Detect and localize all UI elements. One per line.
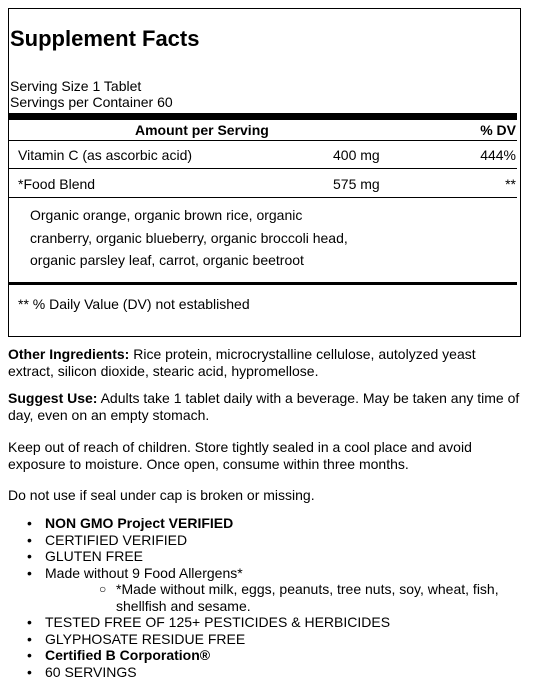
row-divider — [9, 197, 517, 198]
food-blend-dv: ** — [505, 176, 516, 192]
claim-text: TESTED FREE OF 125+ PESTICIDES & HERBICIDES — [45, 614, 391, 630]
allergen-note-text: *Made without milk, eggs, peanuts, tree nuts, soy, wheat, fish, shellfish and sesame. — [116, 581, 499, 614]
claim-item — [8, 515, 523, 532]
suggested-use-label: Suggest Use: — [8, 390, 98, 406]
claim-item — [8, 664, 523, 681]
other-ingredients-text: Rice protein, microcrystalline cellulose, autolyzed yeast extract, silicon dioxide, stearic acid, hypromellose. — [8, 346, 476, 379]
claim-item — [8, 565, 523, 615]
vitamin-c-dv: 444% — [480, 147, 516, 163]
claim-text: NON GMO Project VERIFIED — [45, 515, 234, 531]
vitamin-c-amount: 400 mg — [333, 147, 380, 163]
allergen-sublist — [45, 581, 523, 614]
servings-per-container: Servings per Container 60 — [10, 94, 173, 110]
claim-text: GLUTEN FREE — [45, 548, 144, 564]
bullet-icon: • — [27, 531, 32, 548]
food-blend-name: *Food Blend — [18, 176, 96, 192]
header-divider — [9, 140, 517, 141]
storage-instructions: Keep out of reach of children. Store tightly sealed in a cool place and avoid exposure to moisture. Once open, consume within three months. — [8, 439, 472, 472]
bullet-icon: • — [27, 548, 32, 564]
bullet-icon: • — [27, 515, 32, 531]
food-blend-ingredients-line: organic parsley leaf, carrot, organic beetroot — [30, 252, 304, 268]
allergen-note-item — [45, 581, 523, 614]
suggested-use — [8, 390, 523, 424]
claim-text: Made without 9 Food Allergens* — [45, 564, 243, 581]
product-claims-list — [8, 515, 523, 680]
suggested-use-text: Adults take 1 tablet daily with a beverage. May be taken any time of day, even on an empty stomach. — [8, 390, 520, 423]
thick-divider — [9, 113, 517, 120]
bullet-icon: • — [27, 663, 32, 680]
bullet-icon: • — [27, 564, 32, 581]
bullet-icon: • — [27, 647, 32, 663]
amount-per-serving-header: Amount per Serving — [135, 122, 269, 138]
row-divider — [9, 168, 517, 169]
other-ingredients — [8, 346, 523, 380]
claim-item — [8, 647, 523, 664]
claim-text: CERTIFIED VERIFIED — [45, 531, 188, 548]
other-ingredients-label: Other Ingredients: — [8, 346, 130, 362]
claim-item — [8, 548, 523, 565]
food-blend-ingredients-line: cranberry, organic blueberry, organic broccoli head, — [30, 230, 348, 246]
serving-size: Serving Size 1 Tablet — [10, 78, 142, 94]
bullet-icon: • — [27, 614, 32, 630]
supplement-facts-panel — [8, 8, 521, 337]
claim-text: GLYPHOSATE RESIDUE FREE — [45, 630, 246, 647]
bottom-divider — [9, 282, 517, 285]
claim-text: 60 SERVINGS — [45, 663, 137, 680]
dv-footnote: ** % Daily Value (DV) not established — [18, 296, 250, 312]
dv-header: % DV — [480, 122, 516, 138]
claim-item — [8, 532, 523, 549]
claim-item — [8, 631, 523, 648]
claim-text: Certified B Corporation® — [45, 647, 211, 663]
bullet-icon: • — [27, 630, 32, 647]
circle-bullet-icon: ○ — [99, 582, 107, 596]
claim-item — [8, 614, 523, 631]
supplement-facts-title: Supplement Facts — [10, 26, 200, 51]
vitamin-c-name: Vitamin C (as ascorbic acid) — [18, 147, 193, 163]
food-blend-amount: 575 mg — [333, 176, 380, 192]
food-blend-ingredients-line: Organic orange, organic brown rice, organic — [30, 207, 303, 223]
seal-warning: Do not use if seal under cap is broken or missing. — [8, 487, 315, 503]
